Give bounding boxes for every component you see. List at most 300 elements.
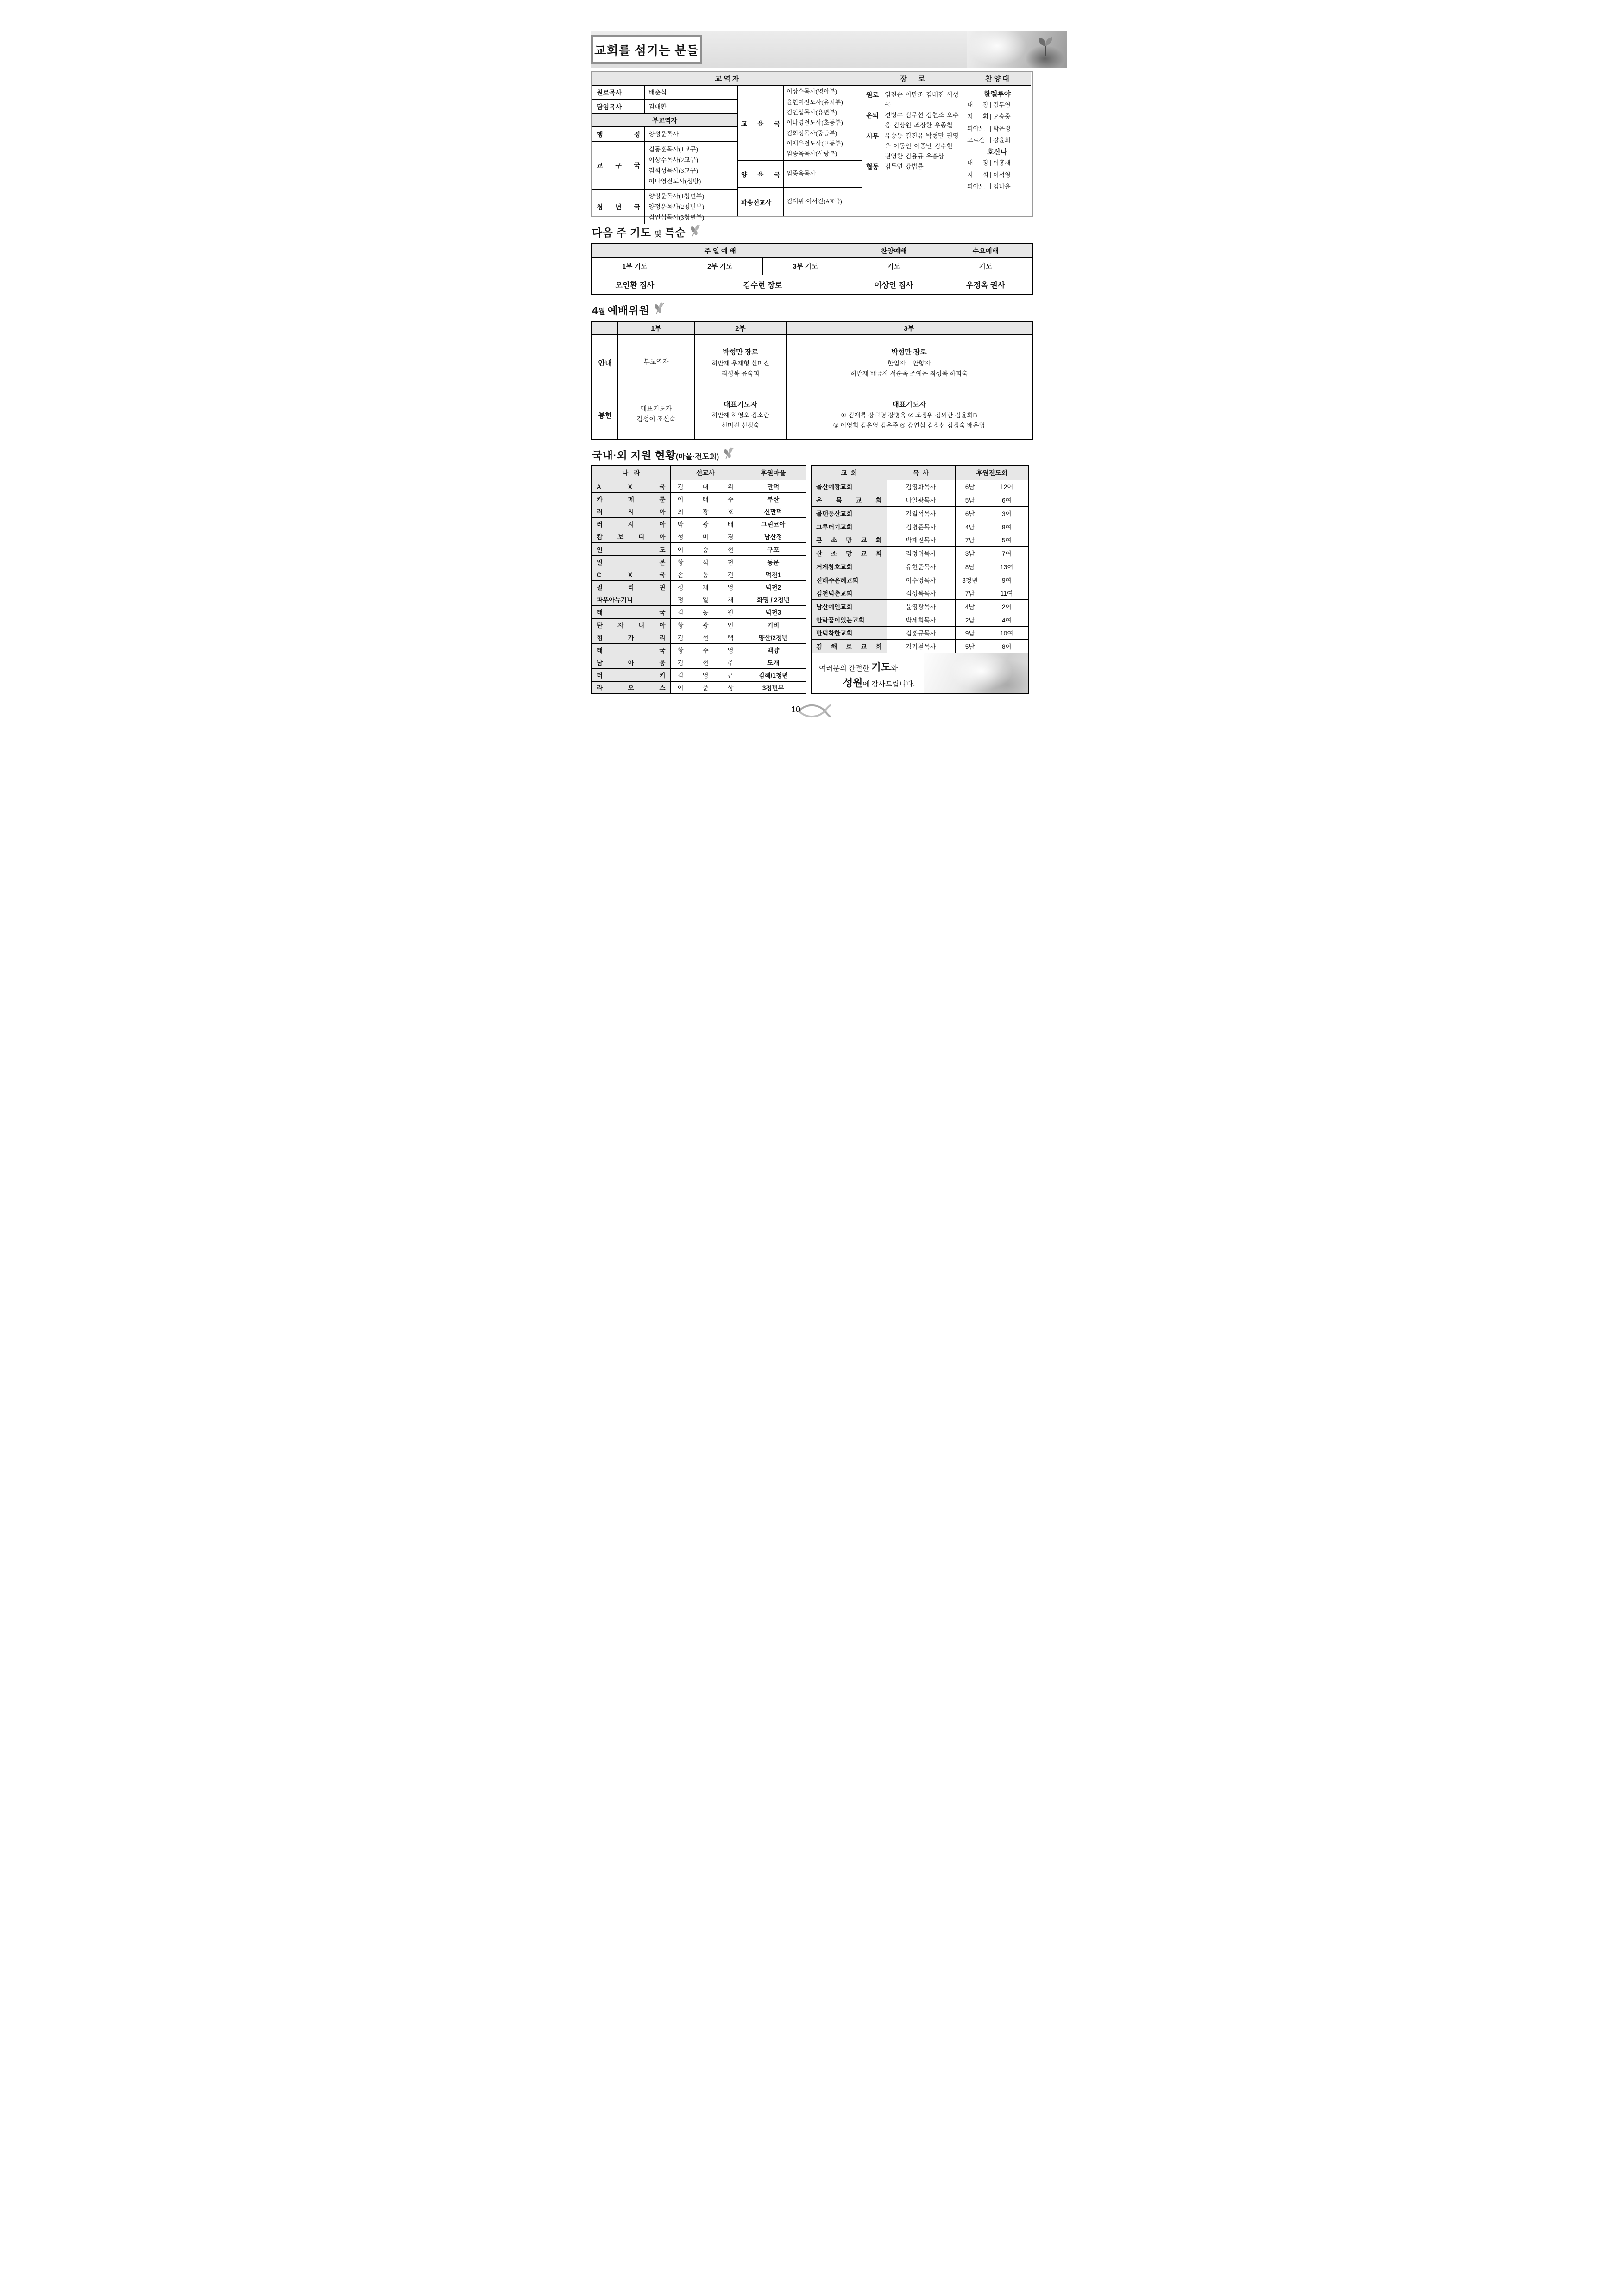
women-group-cell: 5여 xyxy=(985,533,1029,547)
village-cell: 덕천3 xyxy=(741,606,806,618)
committee-cell xyxy=(787,335,1032,391)
church-cell: 남산예인교회 xyxy=(811,600,887,613)
choir-role-row xyxy=(967,123,1027,134)
church-row xyxy=(811,480,1029,493)
elder-status-label: 원로 xyxy=(866,91,879,99)
choir-person-name: 강윤희 xyxy=(993,137,1011,144)
minister-role-label: 담임목사 xyxy=(592,100,645,113)
praying-hands-photo xyxy=(924,653,1028,693)
minister-name: 이나영전도사(심방) xyxy=(648,178,701,185)
minister-name: 김인섭목사(유년부) xyxy=(787,108,837,116)
minister-names xyxy=(645,127,737,141)
church-cell: 김천덕촌교회 xyxy=(811,586,887,600)
minister-row xyxy=(592,142,737,190)
women-group-cell: 6여 xyxy=(985,493,1029,507)
section-title-part: 다음 주 기도 xyxy=(592,226,655,239)
village-header: 후원마을 xyxy=(741,466,806,480)
minister-name: 이상수목사(영아부) xyxy=(787,88,837,95)
minister-row xyxy=(592,86,737,100)
committee-line: 대표기도자 xyxy=(892,400,926,409)
minister-row xyxy=(738,86,862,161)
committee-empty-header xyxy=(592,321,618,335)
section-title-part: 월 xyxy=(598,308,608,316)
next-week-table xyxy=(591,243,1033,295)
thanks-row xyxy=(811,653,1029,694)
country-cell: 캄 보 디 아 xyxy=(592,530,670,543)
church-header: 교 회 xyxy=(811,466,887,480)
pastor-cell: 김성복목사 xyxy=(887,586,955,600)
committee-line: 김성이 조신숙 xyxy=(636,416,676,423)
pastor-header: 목 사 xyxy=(887,466,955,480)
missionary-cell: 황 석 천 xyxy=(670,555,741,568)
village-cell: 기비 xyxy=(741,618,806,631)
minister-names xyxy=(645,86,737,99)
divider xyxy=(990,126,991,132)
choir-header: 찬 양 대 xyxy=(963,72,1031,86)
committee-line: 박형만 장로 xyxy=(723,348,758,357)
next-week-section-title xyxy=(592,224,1033,239)
church-cell: 물댄동산교회 xyxy=(811,506,887,520)
committee-line: ③ 이영희 김은영 김은주 ④ 강연심 김정선 김정숙 배은영 xyxy=(833,422,985,429)
church-row xyxy=(811,533,1029,547)
men-group-cell: 9남 xyxy=(955,626,985,640)
choir-person-name: 이석영 xyxy=(993,171,1011,178)
elders-header: 장 로 xyxy=(862,72,963,86)
country-header: 나 라 xyxy=(592,466,670,480)
thanks-line xyxy=(819,675,924,691)
minister-name: 김동훈목사(1교구) xyxy=(648,145,699,153)
choir-role-row xyxy=(967,134,1027,146)
women-group-cell: 13여 xyxy=(985,560,1029,573)
committee-line: 허만재 하영오 김소란 xyxy=(711,412,769,419)
thanks-line xyxy=(819,660,924,675)
church-row xyxy=(811,626,1029,640)
missionary-row xyxy=(592,568,806,580)
minister-names xyxy=(784,161,862,187)
church-row xyxy=(811,640,1029,653)
missionary-header-row xyxy=(592,466,806,480)
choir-body xyxy=(963,86,1031,216)
country-cell: 일 본 xyxy=(592,555,670,568)
women-group-cell: 3여 xyxy=(985,506,1029,520)
part3-header: 3부 xyxy=(787,321,1032,335)
men-group-cell: 3청년 xyxy=(955,573,985,586)
village-cell: 부산 xyxy=(741,492,806,505)
missionary-row xyxy=(592,631,806,643)
women-group-cell: 10여 xyxy=(985,626,1029,640)
praise-worship-header: 찬양예배 xyxy=(848,244,939,258)
country-cell: 카 메 룬 xyxy=(592,492,670,505)
choir-person-name: 김나윤 xyxy=(993,183,1011,190)
missionary-cell: 김 영 근 xyxy=(670,669,741,681)
choir-role-label: 대 장 xyxy=(967,159,988,167)
men-group-cell: 4남 xyxy=(955,600,985,613)
person-cell: 우정옥 권사 xyxy=(939,275,1032,295)
church-row xyxy=(811,586,1029,600)
women-group-cell: 9여 xyxy=(985,573,1029,586)
minister-names xyxy=(645,100,737,113)
village-cell: 덕천1 xyxy=(741,568,806,580)
minister-name: 배춘식 xyxy=(648,88,667,96)
country-cell: 남 아 공 xyxy=(592,656,670,669)
choir-person-name: 이홍재 xyxy=(993,159,1011,167)
church-header-row xyxy=(811,466,1029,480)
men-group-cell: 5남 xyxy=(955,640,985,653)
person-row xyxy=(592,275,1032,295)
minister-name: 김희성목사(중등부) xyxy=(787,129,837,137)
minister-name: 양정운목사 xyxy=(648,130,679,138)
elder-names: 임진순 이만조 김태진 서성국 xyxy=(885,91,959,109)
village-cell: 신만덕 xyxy=(741,505,806,517)
men-group-cell: 3남 xyxy=(955,547,985,560)
choir-name: 할렐루야 xyxy=(984,90,1011,98)
missionary-row xyxy=(592,669,806,681)
country-cell: 파푸아뉴기니 xyxy=(592,593,670,606)
person-cell: 이상인 집사 xyxy=(848,275,939,295)
elder-names: 김두연 강법륜 xyxy=(885,163,924,170)
minister-row xyxy=(738,161,862,188)
village-cell: 도개 xyxy=(741,656,806,669)
elder-group xyxy=(866,110,959,131)
committee-row xyxy=(592,335,1032,391)
country-cell: A X 국 xyxy=(592,480,670,492)
church-cell: 만덕착한교회 xyxy=(811,626,887,640)
leaf-icon xyxy=(690,225,701,239)
page-footer xyxy=(591,702,1033,720)
committee-line: 부교역자 xyxy=(643,359,669,366)
men-group-cell: 8남 xyxy=(955,560,985,573)
missionary-row xyxy=(592,581,806,593)
men-group-cell: 4남 xyxy=(955,520,985,533)
missionary-row xyxy=(592,606,806,618)
person-cell: 오인환 집사 xyxy=(592,275,677,295)
thanks-box xyxy=(812,653,1028,693)
pastor-cell: 유현준목사 xyxy=(887,560,955,573)
committee-cell xyxy=(695,391,787,440)
women-group-cell: 11여 xyxy=(985,586,1029,600)
duty-cell: 기도 xyxy=(848,258,939,275)
minister-row xyxy=(592,127,737,142)
section-title-part: 예배위원 xyxy=(607,304,650,316)
church-cell: 은 목 교 회 xyxy=(811,493,887,507)
country-cell: 헝 가 리 xyxy=(592,631,670,643)
minister-names xyxy=(645,142,737,189)
minister-name: 김대환 xyxy=(648,103,667,110)
elder-status-label: 협동 xyxy=(866,163,879,170)
country-cell: 인 도 xyxy=(592,543,670,555)
section-title-text xyxy=(592,224,686,239)
country-cell: 라 오 스 xyxy=(592,681,670,694)
ministers-body xyxy=(592,86,862,221)
duty-cell: 1부 기도 xyxy=(592,258,677,275)
committee-line: ① 김재록 강덕영 강병욱 ② 조정위 김외란 김윤희B xyxy=(841,412,977,419)
minister-role-label: 행 정 xyxy=(592,127,645,141)
hand-plant-photo xyxy=(967,31,1067,68)
church-cell: 산 소 망 교 회 xyxy=(811,547,887,560)
divider xyxy=(990,137,991,143)
men-group-cell: 6남 xyxy=(955,506,985,520)
minister-row xyxy=(738,188,862,216)
support-tables xyxy=(591,465,1033,694)
choir-role-label: 지 휘 xyxy=(967,113,988,120)
missionary-row xyxy=(592,656,806,669)
pastor-cell: 김홍규목사 xyxy=(887,626,955,640)
missionary-cell: 이 준 상 xyxy=(670,681,741,694)
leaf-icon xyxy=(723,447,734,462)
missionary-row xyxy=(592,505,806,517)
village-cell: 김해/1청년 xyxy=(741,669,806,681)
committee-line: 최성복 유숙희 xyxy=(721,370,760,377)
missionary-header: 선교사 xyxy=(670,466,741,480)
thanks-text-part: 여러분의 간절한 xyxy=(819,665,871,673)
wednesday-worship-header: 수요예배 xyxy=(939,244,1032,258)
minister-role-label: 원로목사 xyxy=(592,86,645,99)
village-cell: 덕천2 xyxy=(741,581,806,593)
village-cell: 백양 xyxy=(741,643,806,656)
pastor-cell: 이수영목사 xyxy=(887,573,955,586)
section-title-text xyxy=(592,447,719,462)
support-section-title xyxy=(592,447,1033,462)
committee-cell xyxy=(787,391,1032,440)
elder-status-label: 시무 xyxy=(866,132,879,140)
section-title-part: 국내·외 지원 현황 xyxy=(592,449,676,461)
committee-duty-label: 안내 xyxy=(592,335,618,391)
missionary-row xyxy=(592,593,806,606)
ministers-right-subtable xyxy=(738,86,862,216)
church-support-table xyxy=(811,465,1029,694)
missionary-cell: 최 광 호 xyxy=(670,505,741,517)
church-row xyxy=(811,506,1029,520)
country-cell: 탄 자 니 아 xyxy=(592,618,670,631)
minister-name: 김희성목사(3교구) xyxy=(648,167,699,174)
ministers-left-subtable xyxy=(592,86,738,221)
elder-status-label: 은퇴 xyxy=(866,112,879,119)
choir-name: 호산나 xyxy=(987,148,1007,157)
ministers-column xyxy=(592,72,862,221)
elder-names: 전병수 김무현 김현조 오추웅 김상원 조장환 우종철 xyxy=(885,112,959,129)
minister-name: 이재우전도사(고등부) xyxy=(787,140,843,147)
servants-table xyxy=(591,71,1033,221)
pastor-cell: 김병준목사 xyxy=(887,520,955,533)
elders-column xyxy=(862,72,963,216)
choir-role-label: 피아노 xyxy=(967,183,985,190)
title-strip xyxy=(591,31,1067,68)
pastor-cell: 김일석목사 xyxy=(887,506,955,520)
missionary-cell: 정 재 영 xyxy=(670,581,741,593)
committee-table xyxy=(591,321,1033,440)
minister-name: 김인섭목사(3청년부) xyxy=(648,214,705,221)
minister-name: 김대위·이서진(AX국) xyxy=(787,198,842,205)
women-group-cell: 12여 xyxy=(985,480,1029,493)
missionary-cell: 손 동 건 xyxy=(670,568,741,580)
choir-role-row xyxy=(967,169,1027,181)
minister-name: 양정운목사(1청년부) xyxy=(648,193,705,200)
elder-names: 유승동 김진유 박형만 권영욱 이동언 이종만 김수현 권영환 김용규 유흥상 xyxy=(885,132,959,160)
village-cell: 양산/2청년 xyxy=(741,631,806,643)
church-row xyxy=(811,600,1029,613)
missionary-cell: 김 현 주 xyxy=(670,656,741,669)
pastor-cell: 박세희목사 xyxy=(887,613,955,626)
duty-cell: 기도 xyxy=(939,258,1032,275)
duty-cell: 3부 기도 xyxy=(762,258,848,275)
choir-role-row xyxy=(967,111,1027,122)
minister-row xyxy=(592,190,737,224)
women-group-cell: 4여 xyxy=(985,613,1029,626)
missionary-row xyxy=(592,518,806,530)
section-title-part: 4 xyxy=(592,304,598,316)
missionary-row xyxy=(592,530,806,543)
women-group-cell: 8여 xyxy=(985,520,1029,533)
ministers-header: 교 역 자 xyxy=(592,72,862,86)
church-cell: 안락꿈이있는교회 xyxy=(811,613,887,626)
village-cell: 그린코아 xyxy=(741,518,806,530)
committee-cell xyxy=(695,335,787,391)
minister-role-label: 파송선교사 xyxy=(738,188,784,216)
section-title-part: (마을·전도회) xyxy=(675,453,719,461)
pastor-cell: 나일광목사 xyxy=(887,493,955,507)
committee-line: 대표기도자 xyxy=(640,406,672,413)
assistant-ministers-subheader: 부교역자 xyxy=(592,114,737,127)
village-cell: 동문 xyxy=(741,555,806,568)
committee-header-row xyxy=(592,321,1032,335)
missionary-cell: 김 대 위 xyxy=(670,480,741,492)
choir-role-label: 오르간 xyxy=(967,137,985,144)
choir-role-row xyxy=(967,99,1027,111)
divider xyxy=(990,183,991,189)
choir-person-name: 박은정 xyxy=(993,125,1011,132)
minister-role-label: 교 육 국 xyxy=(738,86,784,160)
elder-group xyxy=(866,131,959,162)
elder-group xyxy=(866,162,959,172)
church-cell: 거제창호교회 xyxy=(811,560,887,573)
pastor-cell: 김영화목사 xyxy=(887,480,955,493)
page-number: 10 xyxy=(791,705,801,715)
pastor-cell: 김기철목사 xyxy=(887,640,955,653)
duty-cell: 2부 기도 xyxy=(677,258,762,275)
minister-name: 이나영전도사(초등부) xyxy=(787,119,843,126)
men-group-cell: 7남 xyxy=(955,586,985,600)
country-cell: C X 국 xyxy=(592,568,670,580)
men-group-cell: 7남 xyxy=(955,533,985,547)
divider xyxy=(990,172,991,178)
church-cell: 그루터기교회 xyxy=(811,520,887,533)
missionary-row xyxy=(592,618,806,631)
women-group-cell: 2여 xyxy=(985,600,1029,613)
country-cell: 태 국 xyxy=(592,643,670,656)
missionary-row xyxy=(592,492,806,505)
committee-duty-label: 봉헌 xyxy=(592,391,618,440)
village-cell: 3청년부 xyxy=(741,681,806,694)
choir-role-label: 피아노 xyxy=(967,125,985,132)
missionary-support-table xyxy=(591,465,806,694)
men-group-cell: 5남 xyxy=(955,493,985,507)
section-title-part: 및 xyxy=(654,230,661,238)
person-cell: 김수현 장로 xyxy=(677,275,848,295)
choir-person-name: 오승중 xyxy=(993,113,1011,120)
thanks-text-part: 기도 xyxy=(871,661,891,673)
church-row xyxy=(811,573,1029,586)
committee-cell xyxy=(618,335,695,391)
missionary-cell: 성 미 경 xyxy=(670,530,741,543)
missionary-row xyxy=(592,543,806,555)
next-week-header-row xyxy=(592,244,1032,258)
leaf-icon xyxy=(654,302,665,317)
country-cell: 터 키 xyxy=(592,669,670,681)
section-title-text xyxy=(592,302,649,317)
page-title: 교회를 섬기는 분들 xyxy=(594,43,699,57)
missionary-cell: 박 광 배 xyxy=(670,518,741,530)
minister-role-label: 양 육 국 xyxy=(738,161,784,187)
divider xyxy=(990,114,991,120)
missionary-row xyxy=(592,643,806,656)
church-row xyxy=(811,613,1029,626)
committee-line: 신미진 신정숙 xyxy=(721,422,760,429)
thanks-text-part: 에 감사드립니다. xyxy=(862,680,915,689)
footer-logo-area xyxy=(791,702,833,720)
minister-name: 윤현미전도사(유치부) xyxy=(787,98,843,106)
minister-names xyxy=(784,188,862,216)
choir-role-row xyxy=(967,181,1027,192)
part2-header: 2부 xyxy=(695,321,787,335)
thanks-text-part: 성원 xyxy=(843,677,863,689)
choir-role-label: 대 장 xyxy=(967,101,988,108)
elder-group xyxy=(866,90,959,110)
minister-role-label: 청 년 국 xyxy=(592,190,645,224)
committee-line: 허만재 배금자 서순옥 조예은 최성복 하희숙 xyxy=(850,370,968,377)
pastor-cell: 윤영광목사 xyxy=(887,600,955,613)
section-title-part: 특순 xyxy=(661,226,686,239)
committee-cell xyxy=(618,391,695,440)
choir-role-row xyxy=(967,157,1027,169)
country-cell: 필 리 핀 xyxy=(592,581,670,593)
country-cell: 러 시 아 xyxy=(592,518,670,530)
minister-names xyxy=(784,86,862,160)
country-cell: 러 시 아 xyxy=(592,505,670,517)
minister-row xyxy=(592,100,737,114)
bulletin-page xyxy=(557,0,1067,720)
minister-role-label: 교 구 국 xyxy=(592,142,645,189)
village-cell: 구포 xyxy=(741,543,806,555)
men-group-cell: 2남 xyxy=(955,613,985,626)
women-group-cell: 8여 xyxy=(985,640,1029,653)
part1-header: 1부 xyxy=(618,321,695,335)
duty-row xyxy=(592,258,1032,275)
village-cell: 화명 / 2청년 xyxy=(741,593,806,606)
choir-role-label: 지 휘 xyxy=(967,171,988,178)
church-cell: 울산예광교회 xyxy=(811,480,887,493)
missionary-cell: 김 선 택 xyxy=(670,631,741,643)
thanks-text-part: 와 xyxy=(891,665,898,673)
minister-name: 이상수목사(2교구) xyxy=(648,156,699,163)
committee-line: 박형만 장로 xyxy=(891,348,927,357)
sunday-worship-header: 주 일 예 배 xyxy=(592,244,848,258)
committee-line: 허만재 우재형 신미진 xyxy=(711,359,769,367)
elders-body xyxy=(862,86,963,216)
thanks-cell xyxy=(811,653,1029,694)
sprout-icon xyxy=(1036,35,1055,57)
thanks-message xyxy=(812,653,924,693)
church-cell: 진해주은혜교회 xyxy=(811,573,887,586)
committee-section-title xyxy=(592,302,1033,317)
village-cell: 남산정 xyxy=(741,530,806,543)
church-cell: 큰 소 망 교 회 xyxy=(811,533,887,547)
missionary-row xyxy=(592,681,806,694)
missionary-cell: 이 태 주 xyxy=(670,492,741,505)
pastor-cell: 박재진목사 xyxy=(887,533,955,547)
supporting-group-header: 후원전도회 xyxy=(955,466,1029,480)
divider xyxy=(990,102,991,108)
missionary-row xyxy=(592,480,806,492)
